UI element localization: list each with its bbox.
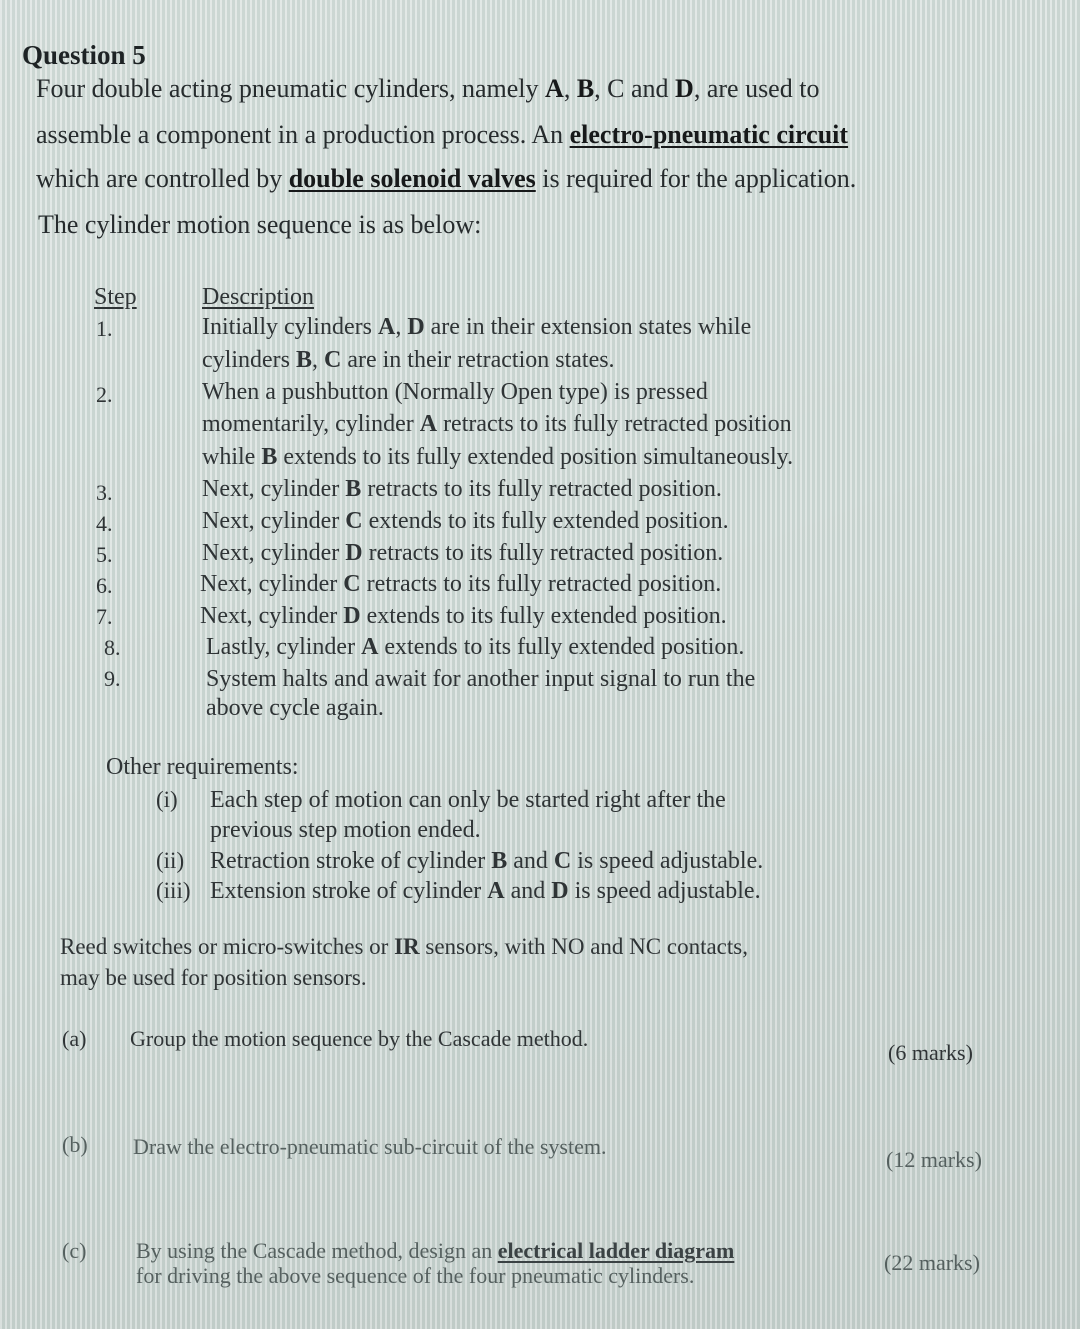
cylinder-c-label: C bbox=[324, 347, 342, 373]
step-number-5: 5. bbox=[96, 542, 113, 567]
requirement-text: Retraction stroke of cylinder bbox=[210, 848, 492, 874]
intro-line-1 bbox=[36, 74, 819, 104]
step-number-8: 8. bbox=[104, 635, 121, 660]
cylinder-b-label: B bbox=[295, 347, 312, 373]
cylinder-label: B bbox=[345, 476, 362, 502]
part-c-marks: (22 marks) bbox=[884, 1250, 980, 1275]
cylinder-c-label: C bbox=[553, 848, 572, 874]
step-text: while bbox=[202, 444, 262, 470]
step-9-description-line-1: System halts and await for another input signal to run the bbox=[206, 666, 756, 692]
cylinder-a-label: A bbox=[419, 411, 438, 437]
cylinder-a-label: A bbox=[487, 878, 505, 904]
step-2-description-line-3 bbox=[202, 444, 793, 471]
part-c-line-1 bbox=[136, 1238, 734, 1264]
step-1-description-line-1 bbox=[202, 314, 751, 341]
cylinder-label: D bbox=[345, 540, 363, 566]
step-number-4: 4. bbox=[96, 511, 113, 536]
requirement-number-i: (i) bbox=[156, 787, 178, 812]
step-text: Next, cylinder bbox=[202, 508, 346, 534]
intro-text: Four double acting pneumatic cylinders, namely bbox=[36, 74, 546, 103]
cylinder-a-label: A bbox=[377, 314, 396, 340]
step-text: extends to its fully extended position. bbox=[378, 634, 745, 660]
step-text: momentarily, cylinder bbox=[202, 411, 420, 437]
question-title: Question 5 bbox=[22, 40, 146, 70]
part-c-line-2: for driving the above sequence of the four pneumatic cylinders. bbox=[136, 1263, 695, 1288]
requirement-iii bbox=[210, 878, 761, 905]
cylinder-label: C bbox=[343, 571, 361, 597]
step-text: Next, cylinder bbox=[200, 571, 344, 597]
cylinder-label: A bbox=[361, 634, 379, 660]
step-text: retracts to its fully retracted position. bbox=[360, 571, 722, 597]
step-4-description bbox=[202, 508, 729, 535]
cylinder-d-label: D bbox=[551, 878, 569, 904]
cylinder-d-label: D bbox=[407, 314, 425, 340]
cylinder-label: D bbox=[343, 603, 361, 629]
step-number-7: 7. bbox=[96, 604, 113, 629]
part-b-marks: (12 marks) bbox=[886, 1147, 982, 1172]
intro-line-2 bbox=[36, 120, 848, 150]
step-text: extends to its fully extended position simultaneously. bbox=[277, 444, 794, 470]
intro-text: assemble a component in a production process. An bbox=[36, 120, 570, 149]
requirement-i-line-2: previous step motion ended. bbox=[210, 817, 481, 843]
step-column-header: Step bbox=[94, 284, 137, 310]
part-c-label: (c) bbox=[62, 1238, 87, 1263]
cylinder-c-label: C bbox=[607, 74, 625, 103]
electro-pneumatic-circuit-term: electro-pneumatic circuit bbox=[569, 120, 849, 149]
description-column-header: Description bbox=[202, 284, 314, 310]
part-a-text: Group the motion sequence by the Cascade method. bbox=[130, 1026, 589, 1051]
ir-label: IR bbox=[394, 934, 420, 959]
requirement-text: is speed adjustable. bbox=[568, 878, 761, 904]
cylinder-b-label: B bbox=[576, 74, 595, 103]
step-text: are in their extension states while bbox=[424, 314, 752, 340]
requirement-text: is speed adjustable. bbox=[571, 848, 764, 874]
step-1-description-line-2 bbox=[202, 347, 615, 374]
requirement-i-line-1: Each step of motion can only be started right after the bbox=[210, 787, 726, 813]
step-text: Next, cylinder bbox=[200, 603, 344, 629]
part-b-label: (b) bbox=[62, 1132, 88, 1157]
requirement-number-ii: (ii) bbox=[156, 848, 185, 873]
step-text: extends to its fully extended position. bbox=[360, 603, 727, 629]
sensors-text: Reed switches or micro-switches or bbox=[60, 934, 395, 959]
part-b-text: Draw the electro-pneumatic sub-circuit of the system. bbox=[133, 1134, 607, 1159]
intro-text: , bbox=[563, 74, 577, 103]
step-text: retracts to its fully retracted position bbox=[437, 411, 792, 437]
requirement-text: and bbox=[504, 878, 552, 904]
step-text: Next, cylinder bbox=[202, 540, 346, 566]
requirement-text: Extension stroke of cylinder bbox=[210, 878, 488, 904]
sensors-text: sensors, with NO and NC contacts, bbox=[419, 934, 748, 959]
step-2-description-line-1: When a pushbutton (Normally Open type) is pressed bbox=[202, 379, 708, 405]
step-7-description bbox=[200, 603, 727, 630]
step-text: Next, cylinder bbox=[202, 476, 346, 502]
step-3-description bbox=[202, 476, 722, 503]
step-text: , bbox=[312, 347, 324, 373]
intro-text: , bbox=[594, 74, 608, 103]
step-2-description-line-2 bbox=[202, 411, 792, 438]
electrical-ladder-diagram-term: electrical ladder diagram bbox=[497, 1238, 735, 1263]
step-5-description bbox=[202, 540, 723, 567]
step-text: extends to its fully extended position. bbox=[362, 508, 729, 534]
intro-line-3 bbox=[36, 164, 856, 194]
step-number-1: 1. bbox=[96, 316, 113, 341]
step-text: cylinders bbox=[202, 347, 296, 373]
step-text: are in their retraction states. bbox=[341, 347, 615, 373]
double-solenoid-valves-term: double solenoid valves bbox=[288, 164, 536, 193]
step-text: retracts to its fully retracted position. bbox=[361, 476, 722, 502]
requirement-text: and bbox=[507, 848, 554, 874]
intro-text: which are controlled by bbox=[36, 164, 289, 193]
cylinder-b-label: B bbox=[261, 444, 278, 470]
part-a-marks: (6 marks) bbox=[888, 1040, 973, 1065]
step-6-description bbox=[200, 571, 721, 598]
step-text: Lastly, cylinder bbox=[206, 634, 362, 660]
step-8-description bbox=[206, 634, 744, 661]
part-a-label: (a) bbox=[62, 1026, 87, 1051]
cylinder-b-label: B bbox=[491, 848, 508, 874]
cylinder-d-label: D bbox=[675, 74, 694, 103]
intro-text: , are used to bbox=[693, 74, 820, 103]
step-number-9: 9. bbox=[104, 666, 121, 691]
step-number-2: 2. bbox=[96, 382, 113, 407]
part-c-text: By using the Cascade method, design an bbox=[136, 1238, 498, 1263]
intro-line-4: The cylinder motion sequence is as below: bbox=[38, 210, 482, 239]
requirement-number-iii: (iii) bbox=[156, 878, 191, 903]
requirement-ii bbox=[210, 848, 763, 875]
cylinder-a-label: A bbox=[545, 74, 564, 103]
step-text: Initially cylinders bbox=[202, 314, 378, 340]
intro-text: is required for the application. bbox=[535, 164, 857, 193]
intro-text: and bbox=[624, 74, 676, 103]
step-text: retracts to its fully retracted position. bbox=[362, 540, 724, 566]
sensors-line-1 bbox=[60, 934, 748, 960]
step-number-6: 6. bbox=[96, 573, 113, 598]
step-number-3: 3. bbox=[96, 480, 113, 505]
step-text: , bbox=[395, 314, 408, 340]
cylinder-label: C bbox=[345, 508, 363, 534]
other-requirements-heading: Other requirements: bbox=[106, 754, 299, 780]
sensors-line-2: may be used for position sensors. bbox=[60, 965, 367, 990]
step-9-description-line-2: above cycle again. bbox=[206, 695, 384, 721]
